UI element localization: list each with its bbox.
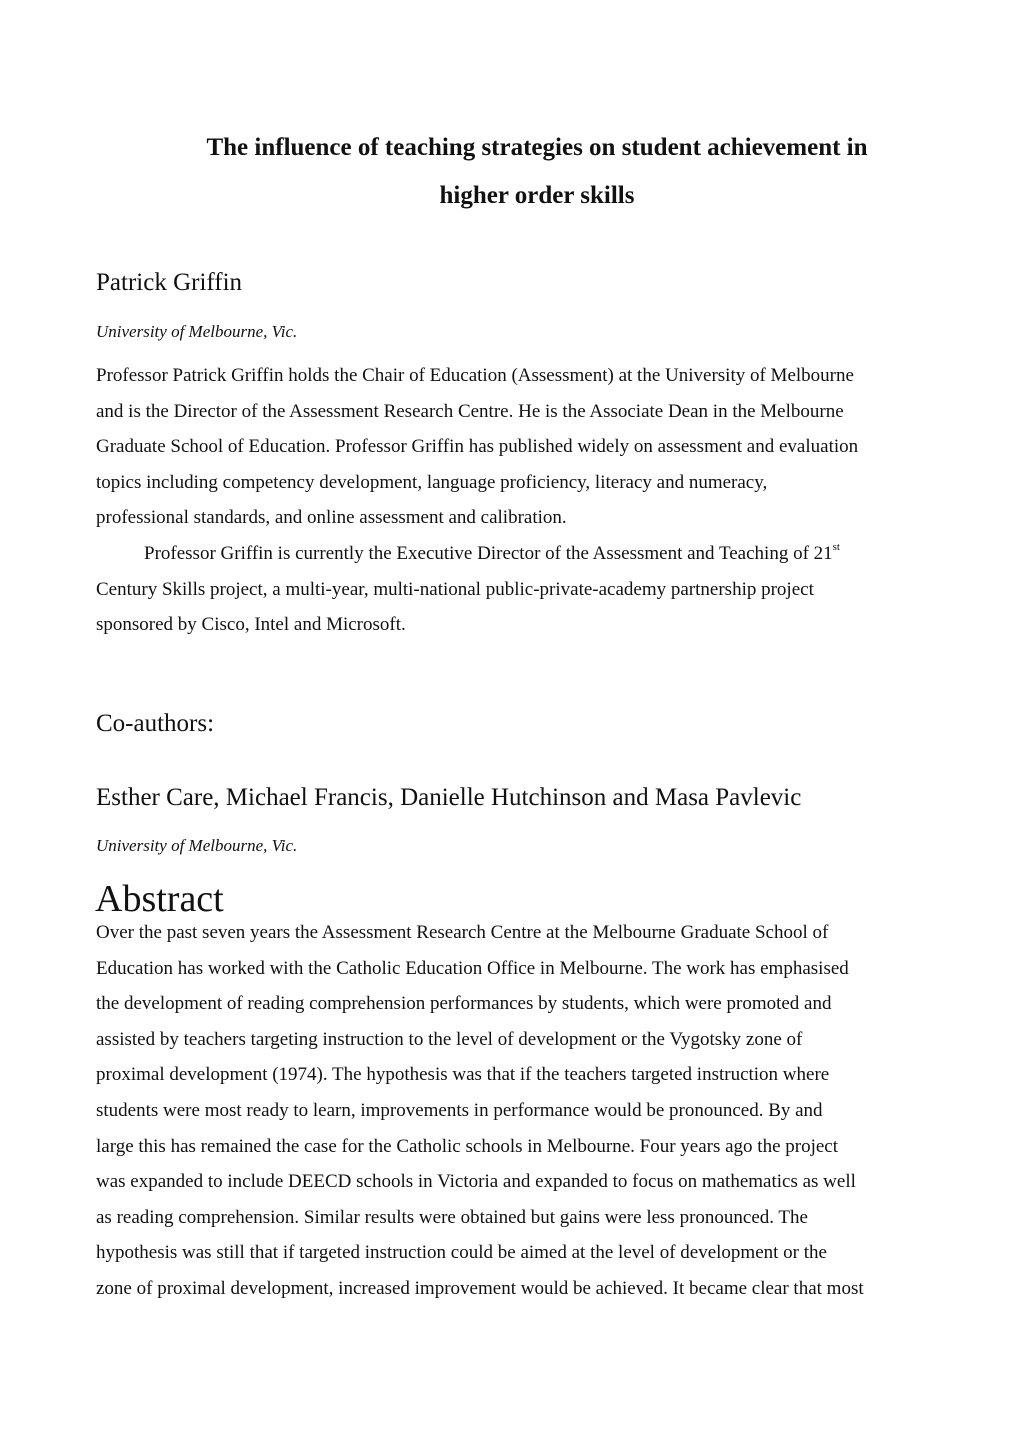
- abstract-line: proximal development (1974). The hypothesis was that if the teachers targeted instruction where: [96, 1064, 830, 1086]
- author-affiliation: University of Melbourne, Vic.: [96, 322, 298, 341]
- bio-line: professional standards, and online assessment and calibration.: [96, 507, 567, 529]
- abstract-heading: Abstract: [95, 878, 224, 920]
- coauthors-names: Esther Care, Michael Francis, Danielle Hutchinson and Masa Pavlevic: [96, 784, 802, 811]
- bio-para2-line-1: [96, 536, 936, 572]
- abstract-line: large this has remained the case for the Catholic schools in Melbourne. Four years ago the project: [96, 1135, 839, 1157]
- paper-title: [96, 124, 978, 220]
- ordinal-superscript: st: [832, 540, 840, 553]
- author-bio: [96, 358, 936, 643]
- abstract-line: hypothesis was still that if targeted instruction could be aimed at the level of development or the: [96, 1242, 827, 1264]
- coauthors-heading: Co-authors:: [96, 710, 215, 737]
- paper-title-line-1: The influence of teaching strategies on student achievement in: [206, 134, 868, 161]
- bio-line: topics including competency development, language proficiency, literacy and numeracy,: [96, 471, 768, 493]
- abstract-line: students were most ready to learn, improvements in performance would be pronounced. By and: [96, 1099, 823, 1121]
- abstract-line: as reading comprehension. Similar results were obtained but gains were less pronounced. The: [96, 1206, 808, 1228]
- bio-line: and is the Director of the Assessment Research Centre. He is the Associate Dean in the Melbourne: [96, 400, 844, 422]
- bio-line: sponsored by Cisco, Intel and Microsoft.: [96, 614, 406, 636]
- abstract-line: Over the past seven years the Assessment Research Centre at the Melbourne Graduate School of: [96, 922, 829, 943]
- author-name: Patrick Griffin: [96, 269, 243, 296]
- abstract-body: [96, 915, 936, 1307]
- bio-line: Century Skills project, a multi-year, multi-national public-private-academy partnership project: [96, 578, 814, 600]
- paper-title-line-2: higher order skills: [439, 182, 635, 209]
- abstract-line: zone of proximal development, increased improvement would be achieved. It became clear that most: [96, 1277, 864, 1299]
- bio-line: Professor Patrick Griffin holds the Chair of Education (Assessment) at the University of Melbourne: [96, 365, 854, 386]
- abstract-line: Education has worked with the Catholic Education Office in Melbourne. The work has emphasised: [96, 957, 849, 979]
- bio-line: Graduate School of Education. Professor Griffin has published widely on assessment and evaluation: [96, 436, 859, 458]
- abstract-line: assisted by teachers targeting instruction to the level of development or the Vygotsky zone of: [96, 1028, 803, 1050]
- abstract-line: the development of reading comprehension performances by students, which were promoted and: [96, 993, 832, 1015]
- coauthors-affiliation: University of Melbourne, Vic.: [96, 836, 298, 855]
- bio-para2-text: Professor Griffin is currently the Executive Director of the Assessment and Teaching of 21: [144, 542, 833, 564]
- abstract-line: was expanded to include DEECD schools in Victoria and expanded to focus on mathematics as well: [96, 1171, 856, 1193]
